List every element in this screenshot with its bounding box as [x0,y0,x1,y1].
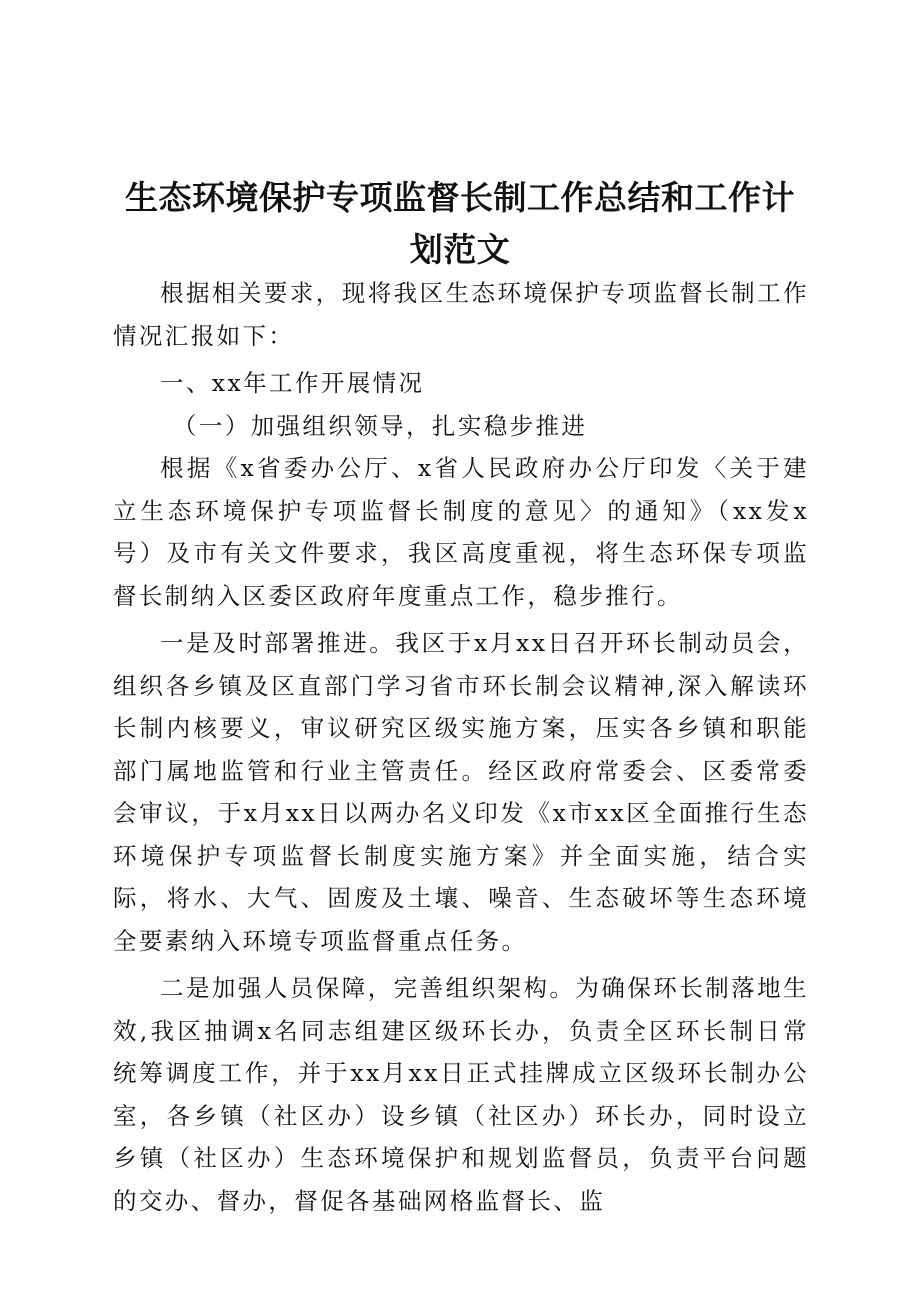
title-line-1: 生态环境保护专项监督长制工作总结和工作计 [125,178,795,217]
body-paragraph: 二是加强人员保障，完善组织架构。为确保环长制落地生效,我区抽调x名同志组建区级环长办，负责全区环长制日常统筹调度工作，并于xx月xx日正式挂牌成立区级环长制办公室，各乡镇（社区办）设乡镇（社区办）环长办，同时设立乡镇（社区办）生态环境保护和规划监督员，负责平台问题的交办、督办，督促各基础网格监督长、监 [113,974,809,1215]
body-paragraph: 根据《x省委办公厅、x省人民政府办公厅印发〈关于建立生态环境保护专项监督长制度的意见〉的通知》（xx发x号）及市有关文件要求，我区高度重视，将生态环保专项监督长制纳入区委区政府年度重点工作，稳步推行。 [113,454,809,610]
body-paragraph: 一是及时部署推进。我区于x月xx日召开环长制动员会，组织各乡镇及区直部门学习省市环长制会议精神,深入解读环长制内核要义，审议研究区级实施方案，压实各乡镇和职能部门属地监管和行业主管责任。经区政府常委会、区委常委会审议，于x月xx日以两办名义印发《x市xx区全面推行生态环境保护专项监督长制度实施方案》并全面实施，结合实际，将水、大气、固废及土壤、噪音、生态破坏等生态环境全要素纳入环境专项监督重点任务。 [113,629,809,955]
title-line-2: 划范文 [409,230,511,269]
subsection-heading: （一）加强组织领导，扎实稳步推进 [172,411,588,440]
document-title [110,172,810,276]
document-body [113,272,809,1222]
section-heading: 一、xx年工作开展情况 [160,369,425,397]
intro-paragraph: 根据相关要求，现将我区生态环境保护专项监督长制工作情况汇报如下： [113,279,809,350]
